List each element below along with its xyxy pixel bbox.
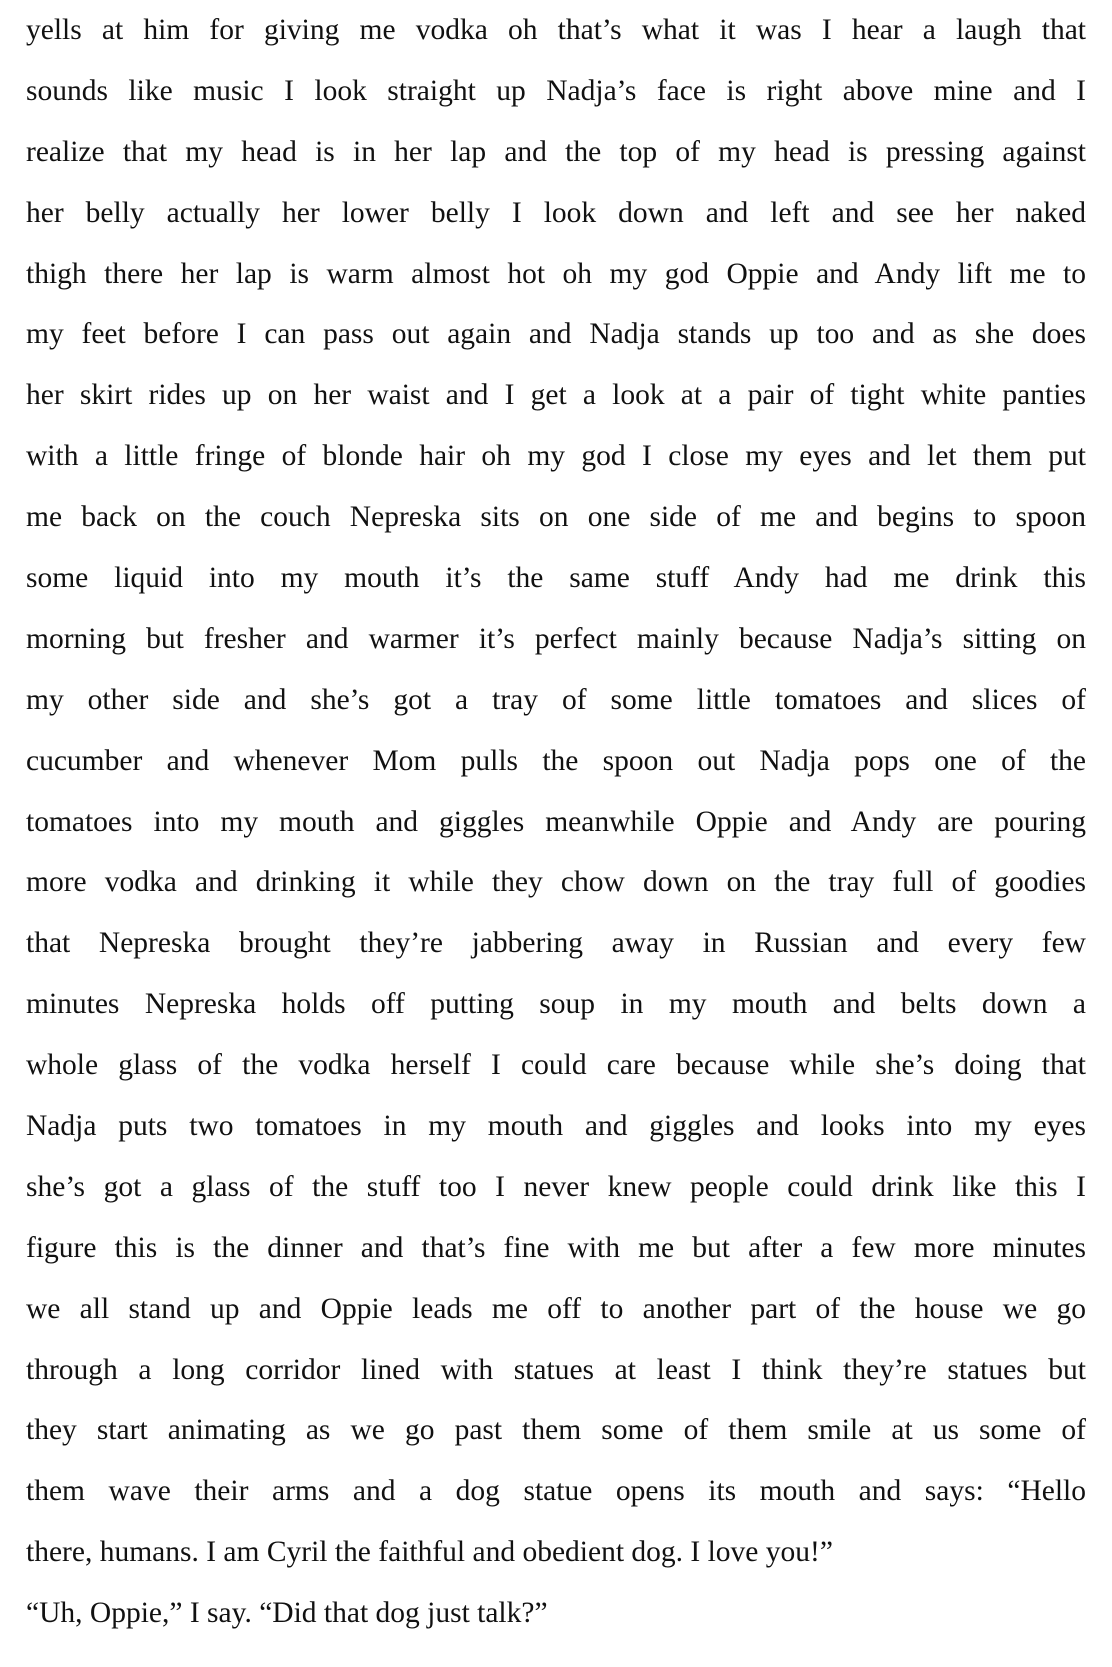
text-line: minutes Nepreska holds off putting soup in my mouth and belts down a [26,988,1086,1021]
text-line: they start animating as we go past them some of them smile at us some of [26,1414,1086,1447]
text-line: we all stand up and Oppie leads me off to another part of the house we go [26,1292,1086,1325]
text-line: morning but fresher and warmer it’s perfect mainly because Nadja’s sitting on [26,622,1086,655]
text-line: thigh there her lap is warm almost hot oh my god Oppie and Andy lift me to [26,257,1086,290]
text-line-paragraph-end: there, humans. I am Cyril the faithful and obedient dog. I love you!” [26,1536,833,1569]
text-line: some liquid into my mouth it’s the same stuff Andy had me drink this [26,562,1086,595]
text-line: realize that my head is in her lap and the top of my head is pressing against [26,135,1086,168]
text-line: whole glass of the vodka herself I could care because while she’s doing that [26,1049,1086,1082]
text-line: that Nepreska brought they’re jabbering away in Russian and every few [26,927,1086,960]
text-line: more vodka and drinking it while they chow down on the tray full of goodies [26,866,1086,899]
text-line: through a long corridor lined with statues at least I think they’re statues but [26,1353,1086,1386]
text-line: sounds like music I look straight up Nadja’s face is right above mine and I [26,74,1086,107]
text-line: Nadja puts two tomatoes in my mouth and giggles and looks into my eyes [26,1110,1086,1143]
text-line: me back on the couch Nepreska sits on one side of me and begins to spoon [26,501,1086,534]
text-line: her skirt rides up on her waist and I get a look at a pair of tight white panties [26,379,1086,412]
text-line: yells at him for giving me vodka oh that’s what it was I hear a laugh that [26,14,1086,46]
text-line: figure this is the dinner and that’s fine with me but after a few more minutes [26,1231,1086,1264]
text-line: with a little fringe of blonde hair oh my god I close my eyes and let them put [26,440,1086,473]
text-line-paragraph-end: “Uh, Oppie,” I say. “Did that dog just talk?” [26,1597,548,1630]
text-line: them wave their arms and a dog statue opens its mouth and says: “Hello [26,1475,1086,1508]
text-line: cucumber and whenever Mom pulls the spoon out Nadja pops one of the [26,744,1086,777]
text-line: she’s got a glass of the stuff too I never knew people could drink like this I [26,1170,1086,1203]
text-line: her belly actually her lower belly I look down and left and see her naked [26,196,1086,229]
text-line: my other side and she’s got a tray of some little tomatoes and slices of [26,683,1086,716]
text-line: my feet before I can pass out again and Nadja stands up too and as she does [26,318,1086,351]
text-line: tomatoes into my mouth and giggles meanwhile Oppie and Andy are pouring [26,805,1086,838]
